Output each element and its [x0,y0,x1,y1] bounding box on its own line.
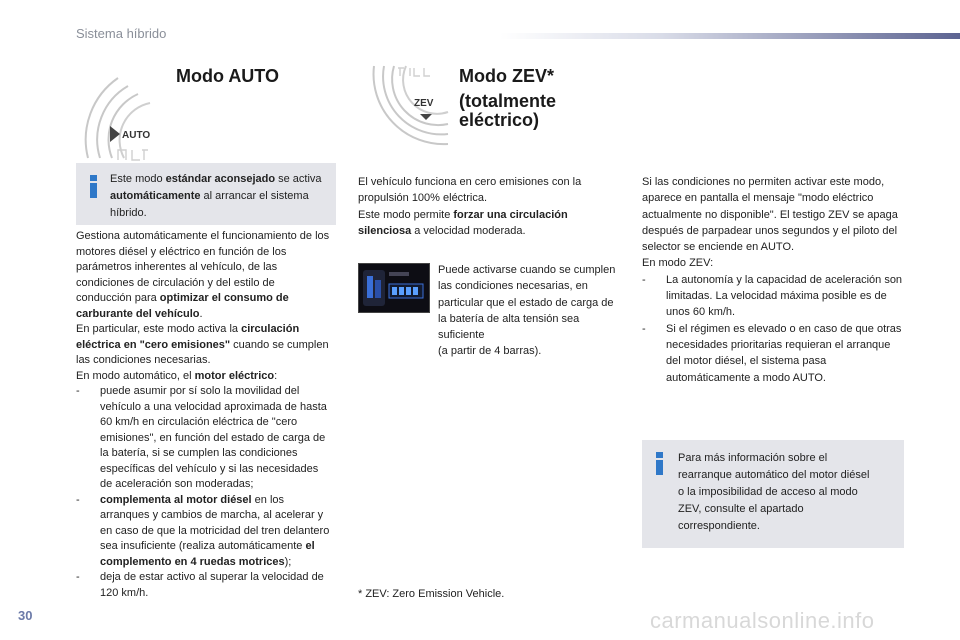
list-item: - complementa al motor diésel en los arranques y cambios de marcha, al acelerar y en caso de que la motricidad del tren delantero sea insuficiente (realiza automáticamente el complemento en 4 ruedas motrices); [76,493,330,568]
zev-icon-label: ZEV [414,98,434,109]
zev-conditions-text: Si las condiciones no permiten activar este modo, aparece en pantalla el mensaje "modo eléctrico actualmente no disponible". El testigo ZEV se apaga después de parpadear unos segundos y el piloto del selector se enciende en AUTO. En modo ZEV: - La autonomía y la capacidad de aceleración son limitadas. La velocidad máxima posible es de unos 60 km/h. - Si el régimen es elevado o en caso de que otras necesidades prioritarias requieran el arranque del motor diésel, el sistema pasa automáticamente a modo AUTO. [642,174,904,386]
auto-description: Gestiona automáticamente el funcionamiento de los motores diésel y eléctrico en función de los parámetros inherentes al vehículo, de las condiciones de circulación y del estilo de conducción para optimizar el consumo de carburante del vehículo. En particular, este modo activa la circulación eléctrica en "cero emisiones" cuando se cumplen las condiciones necesarias. En modo automático, el motor eléctrico: - puede asumir por sí solo la movilidad del vehículo a una velocidad aproximada de hasta 60 km/h en circulación eléctrica de "cero emisiones", en función del estado de carga de la batería, si se cumplen las condiciones específicas del vehículo y si las necesidades de aceleración son moderadas; - complementa al motor diésel en los arranques y cambios de marcha, al acelerar y en caso de que la motricidad del tren delantero sea insuficiente (realiza automáticamente el complemento en 4 ruedas motrices); - deja de estar activo al superar la velocidad de 120 km/h. [76,229,332,601]
info-icon [90,175,97,198]
instrument-screen-image [358,263,430,313]
zev-info-box: Para más información sobre el rearranque automático del motor diésel o la imposibilidad de acceso al modo ZEV, consulte el apartado correspondiente. [642,440,904,548]
section-title: Sistema híbrido [76,26,167,41]
info-icon [656,452,663,475]
zev-subheading: (totalmente eléctrico) [459,91,557,130]
zev-activation-text: Puede activarse cuando se cumplen las condiciones necesarias, en particular que el estado de carga de la batería de alta tensión sea suficiente (a partir de 4 barras). [438,264,616,358]
header-bar [500,33,960,39]
list-item: - La autonomía y la capacidad de aceleración son limitadas. La velocidad máxima posible es de unos 60 km/h. [642,273,903,319]
auto-selector-icon [78,68,178,163]
zev-selector-icon [362,62,458,152]
watermark: carmanualsonline.info [650,608,875,633]
zev-intro: El vehículo funciona en cero emisiones con la propulsión 100% eléctrica. Este modo permite forzar una circulación silenciosa a velocidad moderada. [358,176,582,237]
list-item: - Si el régimen es elevado o en caso de que otras necesidades prioritarias requieran el arranque del motor diésel, el sistema pasa automáticamente a modo AUTO. [642,322,902,384]
list-item: - puede asumir por sí solo la movilidad del vehículo a una velocidad aproximada de hasta 60 km/h en circulación eléctrica de "cero emisiones", en función del estado de carga de la batería, si se cumplen las condiciones específicas del vehículo y si las necesidades de aceleración son moderadas; [76,385,327,490]
page-number: 30 [18,608,33,623]
footnote: * ZEV: Zero Emission Vehicle. [358,588,505,600]
auto-heading: Modo AUTO [176,66,279,86]
zev-heading: Modo ZEV* [459,66,554,86]
list-item: - deja de estar activo al superar la velocidad de 120 km/h. [76,571,324,599]
auto-info-box: Este modo estándar aconsejado se activa automáticamente al arrancar el sistema híbrido. [76,163,336,225]
auto-icon-label: AUTO [122,130,151,141]
